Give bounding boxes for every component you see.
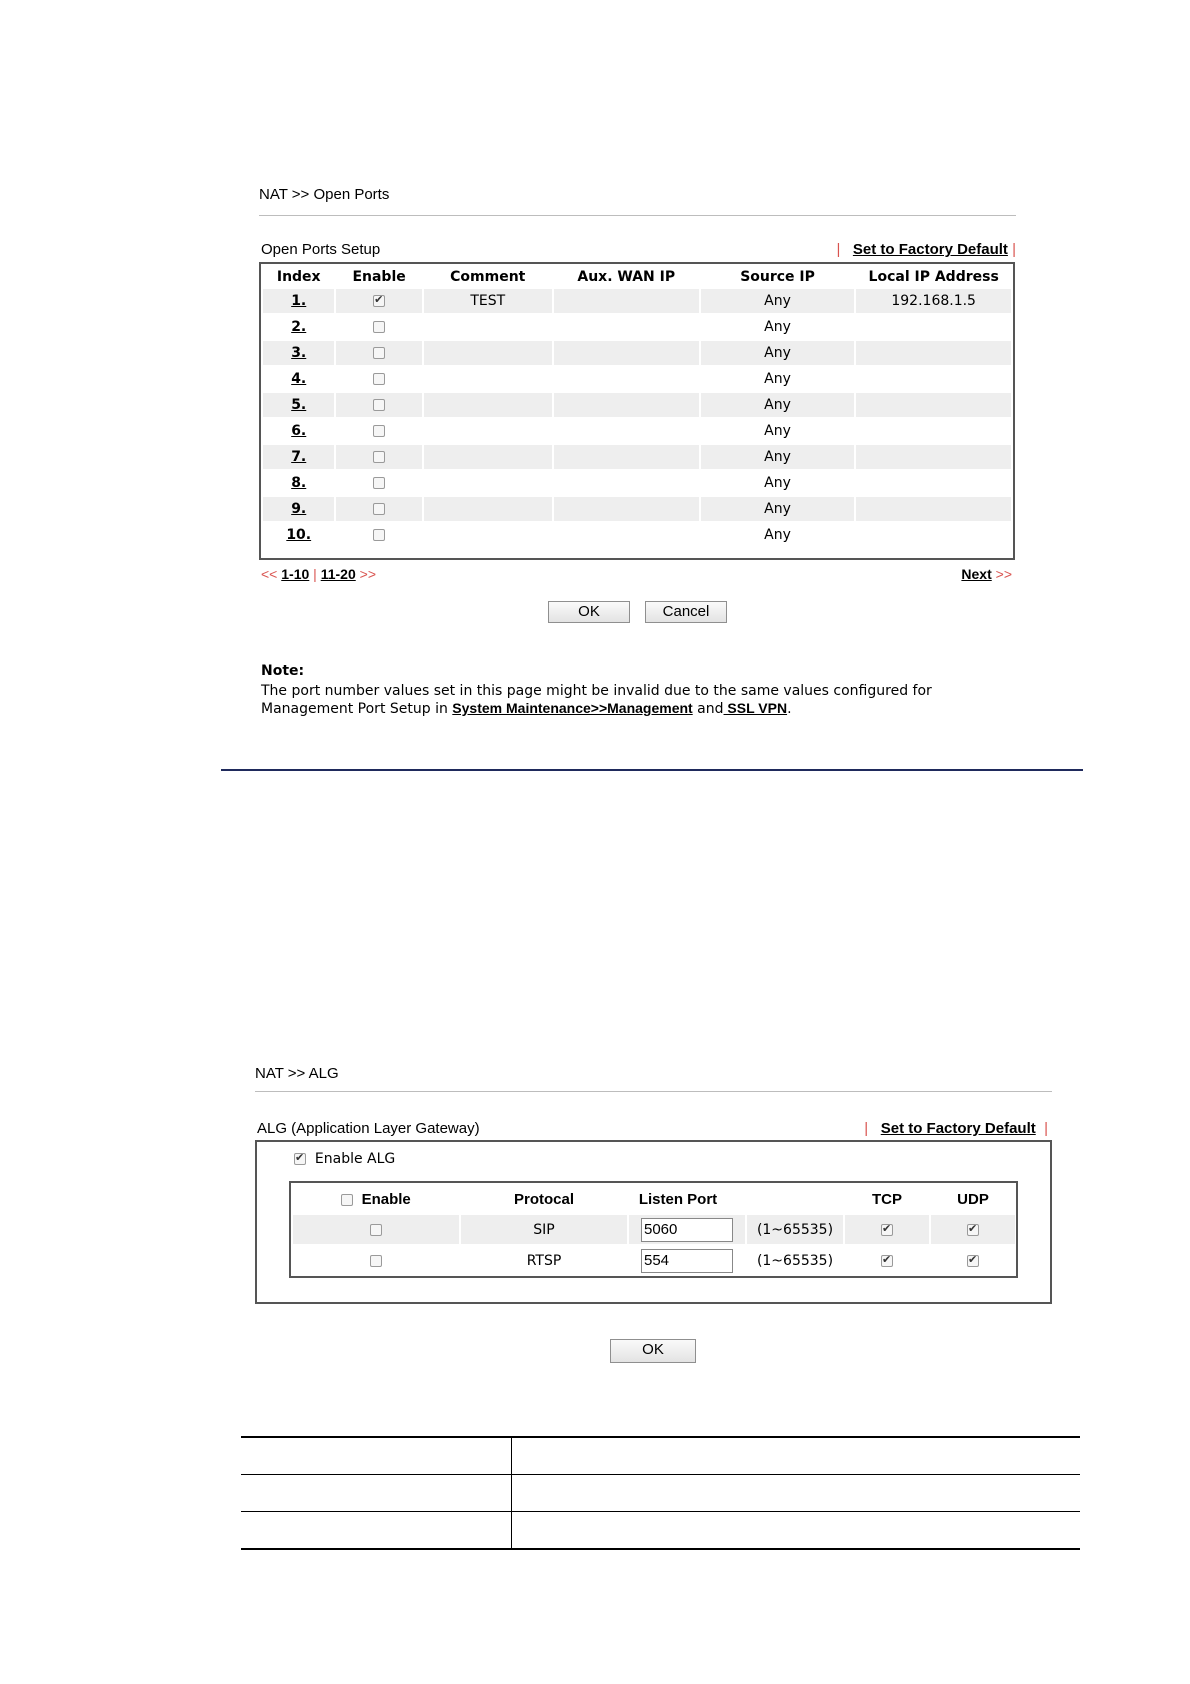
- row-local-ip: [856, 471, 1011, 495]
- table-row: [241, 1512, 1080, 1550]
- row-index-link[interactable]: 5.: [263, 393, 334, 417]
- row-source-ip: Any: [701, 341, 855, 365]
- row-index-link[interactable]: 8.: [291, 475, 307, 491]
- row-local-ip: [856, 367, 1011, 391]
- table-row: [263, 393, 1011, 417]
- row-source-ip: Any: [764, 371, 791, 387]
- table-row: [263, 497, 1011, 521]
- row-comment: [424, 419, 552, 443]
- pager-next-chevron[interactable]: >>: [995, 566, 1012, 582]
- row-enable-cell: [336, 393, 421, 417]
- table-cell: [241, 1475, 512, 1512]
- open-ports-next: [961, 566, 1012, 582]
- row-local-ip: 192.168.1.5: [856, 289, 1011, 313]
- row-source-ip: Any: [701, 289, 855, 313]
- row-enable-cell: [336, 367, 421, 391]
- pipe-separator: |: [836, 241, 841, 258]
- row-enable-checkbox[interactable]: [373, 477, 385, 489]
- row-enable-checkbox[interactable]: [373, 529, 385, 541]
- table-cell: [241, 1512, 512, 1550]
- row-index-link[interactable]: 2.: [291, 319, 307, 335]
- row-enable-checkbox[interactable]: [373, 373, 385, 385]
- open-ports-divider: [259, 215, 1016, 216]
- alg-breadcrumb: NAT >> ALG: [255, 1065, 339, 1082]
- alg-row-tcp-cell: [845, 1246, 929, 1275]
- alg-row-port-cell: [629, 1246, 745, 1275]
- description-table: [241, 1436, 1080, 1550]
- alg-row-enable-checkbox[interactable]: [370, 1224, 382, 1236]
- col-header-index: Index: [276, 268, 321, 285]
- row-source-ip: Any: [701, 445, 855, 469]
- row-local-ip: [856, 341, 1011, 365]
- note-title: Note:: [261, 663, 305, 679]
- pipe-separator: |: [1012, 241, 1016, 258]
- pager-page-11-20[interactable]: 11-20: [320, 566, 356, 582]
- row-source-ip: Any: [701, 393, 855, 417]
- open-ports-pager: [261, 566, 376, 582]
- alg-col-enable: [293, 1185, 459, 1213]
- row-index-link[interactable]: 7.: [263, 445, 334, 469]
- row-enable-checkbox[interactable]: [373, 295, 385, 307]
- row-source-ip: Any: [764, 319, 791, 335]
- table-row: [241, 1437, 1080, 1475]
- pager-next-link[interactable]: Next: [961, 566, 992, 582]
- table-cell: [241, 1437, 512, 1475]
- row-comment: [424, 367, 552, 391]
- col-header-local-ip: Local IP Address: [868, 268, 999, 285]
- row-comment: [424, 497, 552, 521]
- row-index-link[interactable]: 4.: [291, 371, 307, 387]
- alg-col-protocol: Protocal: [513, 1190, 574, 1208]
- table-row: [263, 523, 1011, 547]
- table-cell: [512, 1512, 1081, 1550]
- pager-prev-arrow[interactable]: <<: [261, 566, 278, 582]
- open-ports-factory-default: [836, 241, 1016, 258]
- alg-table-container: [289, 1181, 1018, 1278]
- table-row: [263, 445, 1011, 469]
- table-row: [263, 315, 1011, 339]
- pager-page-1-10[interactable]: 1-10: [281, 566, 310, 582]
- pager-next-arrow[interactable]: >>: [359, 566, 376, 582]
- alg-factory-default: [864, 1120, 1048, 1137]
- row-comment: [424, 445, 552, 469]
- alg-enable-all-checkbox[interactable]: [341, 1194, 353, 1206]
- alg-row-protocol: SIP: [461, 1215, 627, 1244]
- col-header-source-ip: Source IP: [740, 268, 815, 285]
- row-local-ip: [856, 315, 1011, 339]
- open-ports-section-title: Open Ports Setup: [261, 241, 381, 258]
- table-row: [263, 419, 1011, 443]
- alg-row-enable-checkbox[interactable]: [370, 1255, 382, 1267]
- alg-section-title: ALG (Application Layer Gateway): [257, 1120, 480, 1137]
- table-row: [263, 289, 1011, 313]
- note-suffix: .: [787, 701, 792, 717]
- alg-col-udp: UDP: [957, 1190, 989, 1208]
- enable-alg-row: [294, 1151, 395, 1167]
- alg-row-tcp-cell: [845, 1215, 929, 1244]
- open-ports-factory-default-link[interactable]: Set to Factory Default: [852, 241, 1008, 258]
- table-row: [293, 1215, 1015, 1244]
- table-row: [263, 471, 1011, 495]
- row-local-ip: [856, 393, 1011, 417]
- alg-row-range: (1~65535): [747, 1215, 843, 1244]
- row-source-ip: Any: [764, 423, 791, 439]
- alg-col-listen-port: [629, 1185, 843, 1213]
- rtsp-tcp-checkbox[interactable]: [881, 1255, 893, 1267]
- alg-ok-button[interactable]: OK: [610, 1339, 696, 1363]
- alg-row-port-cell: [629, 1215, 745, 1244]
- ssl-vpn-link[interactable]: SSL VPN: [723, 700, 788, 716]
- open-ports-cancel-button[interactable]: Cancel: [645, 601, 727, 623]
- alg-factory-default-link[interactable]: Set to Factory Default: [880, 1120, 1036, 1137]
- row-aux-wan-ip: [554, 471, 699, 495]
- pipe-separator: |: [1044, 1120, 1048, 1137]
- row-source-ip: Any: [764, 475, 791, 491]
- col-header-enable: Enable: [352, 268, 406, 285]
- row-enable-cell: [336, 445, 421, 469]
- note-prefix: Management Port Setup in: [261, 701, 453, 717]
- row-local-ip: [856, 523, 1011, 547]
- table-row: [263, 341, 1011, 365]
- row-enable-cell: [336, 497, 421, 521]
- open-ports-table: [261, 264, 1013, 549]
- row-index-link[interactable]: 9.: [263, 497, 334, 521]
- system-maintenance-link[interactable]: System Maintenance>>Management: [452, 700, 693, 716]
- row-enable-checkbox[interactable]: [373, 347, 385, 359]
- row-enable-cell: [336, 471, 421, 495]
- row-aux-wan-ip: [554, 445, 699, 469]
- alg-divider: [255, 1091, 1052, 1092]
- table-cell: [512, 1437, 1081, 1475]
- alg-row-enable-cell: [293, 1215, 459, 1244]
- row-local-ip: [856, 445, 1011, 469]
- row-aux-wan-ip: [554, 497, 699, 521]
- rtsp-port-input[interactable]: 554: [641, 1249, 733, 1273]
- row-source-ip: Any: [764, 527, 791, 543]
- col-header-comment: Comment: [450, 268, 526, 285]
- row-aux-wan-ip: [554, 341, 699, 365]
- row-comment: [424, 393, 552, 417]
- sip-tcp-checkbox[interactable]: [881, 1224, 893, 1236]
- alg-row-protocol: RTSP: [526, 1252, 562, 1269]
- row-comment: [424, 315, 552, 339]
- open-ports-ok-button[interactable]: OK: [548, 601, 630, 623]
- enable-alg-checkbox[interactable]: [294, 1153, 306, 1165]
- pipe-separator: |: [313, 566, 317, 582]
- row-comment: TEST: [424, 289, 552, 313]
- alg-row-udp-cell: [931, 1246, 1015, 1275]
- note-middle: and: [692, 701, 724, 717]
- sip-udp-checkbox[interactable]: [967, 1224, 979, 1236]
- enable-alg-label: Enable ALG: [314, 1151, 396, 1167]
- description-grid: [241, 1436, 1080, 1550]
- alg-header-row: [293, 1185, 1015, 1213]
- note-text-line2: [261, 700, 792, 717]
- rtsp-udp-checkbox[interactable]: [967, 1255, 979, 1267]
- row-enable-cell: [336, 315, 421, 339]
- section-separator: [221, 769, 1083, 771]
- row-enable-cell: [336, 341, 421, 365]
- col-header-aux-wan-ip: Aux. WAN IP: [577, 268, 676, 285]
- row-index-link[interactable]: 1.: [263, 289, 334, 313]
- table-row: [293, 1246, 1015, 1275]
- row-aux-wan-ip: [554, 289, 699, 313]
- row-enable-checkbox[interactable]: [373, 399, 385, 411]
- row-aux-wan-ip: [554, 315, 699, 339]
- row-index-link[interactable]: 10.: [286, 527, 312, 543]
- alg-col-enable-label: Enable: [361, 1190, 411, 1208]
- alg-row-udp-cell: [931, 1215, 1015, 1244]
- row-source-ip: Any: [701, 497, 855, 521]
- row-comment: [424, 523, 552, 547]
- alg-row-range: (1~65535): [756, 1252, 834, 1269]
- alg-row-enable-cell: [293, 1246, 459, 1275]
- row-aux-wan-ip: [554, 367, 699, 391]
- row-enable-cell: [336, 289, 421, 313]
- open-ports-breadcrumb: NAT >> Open Ports: [259, 186, 390, 203]
- row-enable-cell: [336, 419, 421, 443]
- row-comment: [424, 471, 552, 495]
- row-enable-checkbox[interactable]: [373, 503, 385, 515]
- pipe-separator: |: [864, 1120, 869, 1137]
- open-ports-header-row: [263, 266, 1011, 287]
- sip-port-input[interactable]: 5060: [641, 1218, 733, 1242]
- alg-col-listen-port-label: Listen Port: [638, 1190, 718, 1208]
- table-row: [263, 367, 1011, 391]
- row-enable-checkbox[interactable]: [373, 425, 385, 437]
- row-enable-cell: [336, 523, 421, 547]
- row-aux-wan-ip: [554, 393, 699, 417]
- row-local-ip: [856, 419, 1011, 443]
- row-enable-checkbox[interactable]: [373, 451, 385, 463]
- alg-col-tcp: TCP: [872, 1190, 902, 1208]
- note-text-line1: The port number values set in this page might be invalid due to the same values configured for: [261, 683, 932, 699]
- row-aux-wan-ip: [554, 523, 699, 547]
- alg-table: [291, 1183, 1017, 1277]
- open-ports-table-container: [259, 262, 1015, 560]
- row-aux-wan-ip: [554, 419, 699, 443]
- table-cell: [512, 1475, 1081, 1512]
- row-local-ip: [856, 497, 1011, 521]
- table-row: [241, 1475, 1080, 1512]
- row-enable-checkbox[interactable]: [373, 321, 385, 333]
- row-index-link[interactable]: 6.: [291, 423, 307, 439]
- row-comment: [424, 341, 552, 365]
- row-index-link[interactable]: 3.: [263, 341, 334, 365]
